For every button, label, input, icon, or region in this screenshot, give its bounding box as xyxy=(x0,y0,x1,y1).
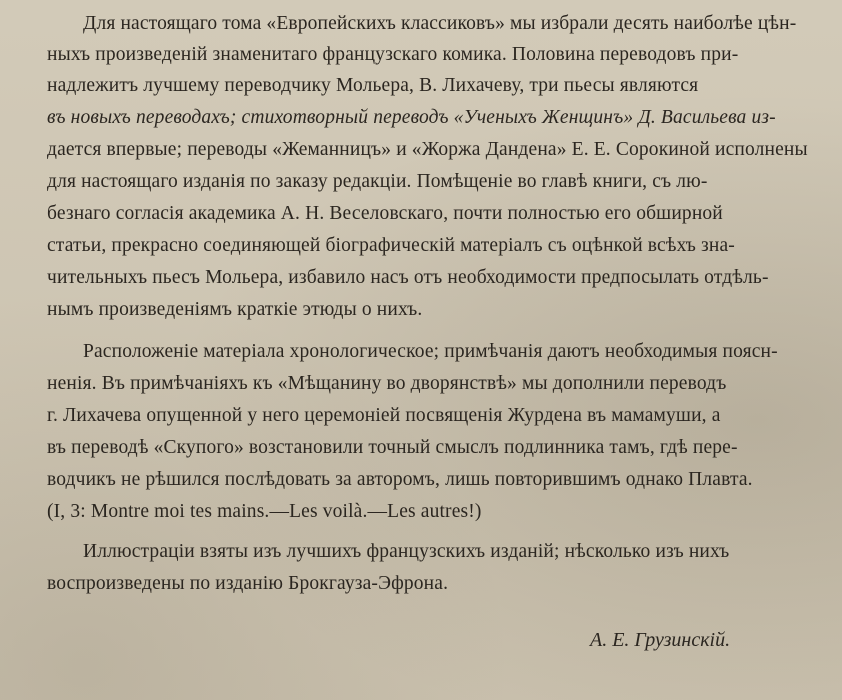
text-line: статьи, прекрасно соединяющей біографическій матеріалъ съ оцѣнкой всѣхъ зна- xyxy=(47,235,735,256)
text-line: водчикъ не рѣшился послѣдовать за авторомъ, лишь повторившимъ однако Плавта. xyxy=(47,469,753,490)
text-line: въ переводѣ «Скупого» возстановили точный смыслъ подлинника тамъ, гдѣ пере- xyxy=(47,437,738,458)
text-line: надлежитъ лучшему переводчику Мольера, В. Лихачеву, три пьесы являются xyxy=(47,75,699,96)
author-signature: А. Е. Грузинскій. xyxy=(590,629,731,651)
italic-phrase: въ новыхъ переводахъ; стихотворный переводъ «Ученыхъ Женщинъ» Д. Васильева из- xyxy=(47,107,776,128)
text-line: Для настоящаго тома «Европейскихъ классиковъ» мы избрали десять наиболѣе цѣн- xyxy=(83,13,797,34)
text-line: Иллюстраціи взяты изъ лучшихъ французскихъ изданій; нѣсколько изъ нихъ xyxy=(83,541,730,562)
text-line: ныхъ произведеній знаменитаго французскаго комика. Половина переводовъ при- xyxy=(47,44,739,65)
text-line: (I, 3: Montre moi tes mains.—Les voilà.—Les autres!) xyxy=(47,501,482,522)
text-line: воспроизведены по изданію Брокгауза-Эфрона. xyxy=(47,573,449,594)
text-line: ненія. Въ примѣчаніяхъ къ «Мѣщанину во дворянствѣ» мы дополнили переводъ xyxy=(47,373,727,394)
text-line-with-italic xyxy=(47,106,776,130)
text-line: безнаго согласія академика А. Н. Веселовскаго, почти полностью его обширной xyxy=(47,203,723,224)
text-line: чительныхъ пьесъ Мольера, избавило насъ отъ необходимости предпосылать отдѣль- xyxy=(47,267,769,288)
text-line: Расположеніе матеріала хронологическое; примѣчанія даютъ необходимыя поясн- xyxy=(83,341,778,362)
text-line: дается впервые; переводы «Жеманницъ» и «Жоржа Дандена» Е. Е. Сорокиной исполнены xyxy=(47,139,808,160)
text-line: г. Лихачева опущенной у него церемоніей посвященія Журдена въ мамамуши, а xyxy=(47,405,721,426)
text-line: нымъ произведеніямъ краткіе этюды о нихъ. xyxy=(47,299,423,320)
text-line: для настоящаго изданія по заказу редакціи. Помѣщеніе во главѣ книги, съ лю- xyxy=(47,171,708,192)
